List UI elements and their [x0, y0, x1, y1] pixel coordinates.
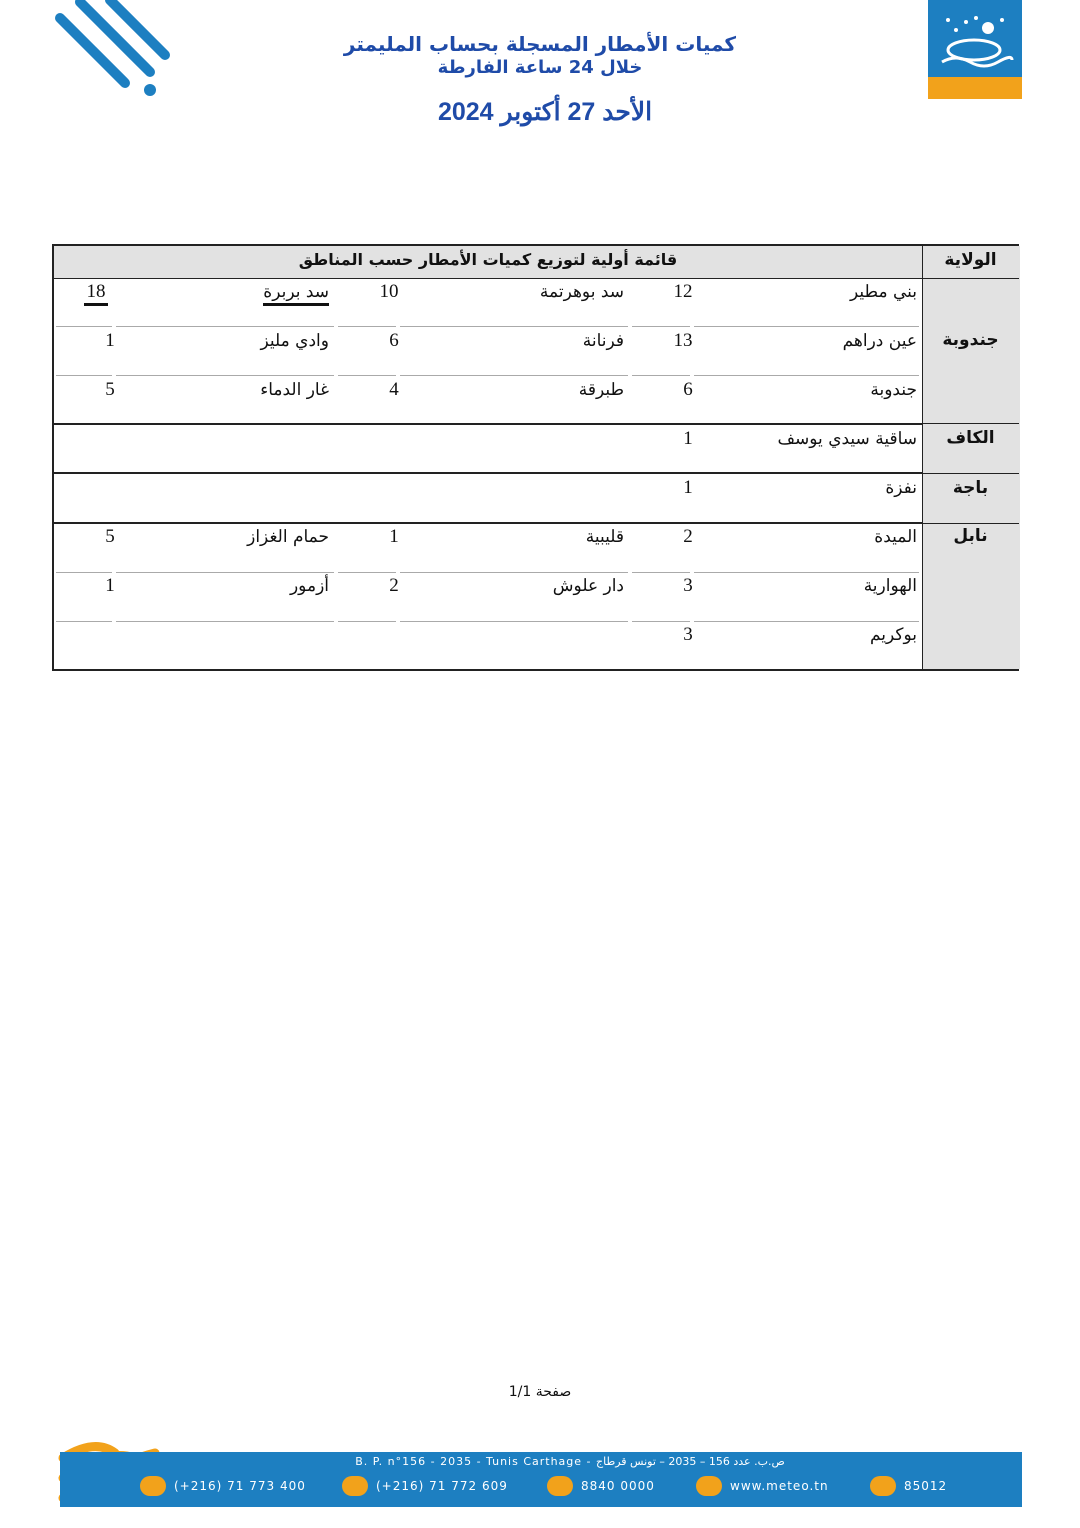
rain-value: 1: [683, 477, 693, 498]
group-divider: [54, 472, 922, 474]
footer-phone: [140, 1476, 306, 1496]
station-name: حمام الغزاز: [247, 527, 329, 547]
row-divider: [116, 621, 334, 622]
station-name: عين دراهم: [842, 331, 917, 351]
list-header: قائمة أولية لتوزيع كميات الأمطار حسب المناطق: [298, 250, 678, 269]
station-name: قليبية: [585, 527, 624, 547]
rain-value: 2: [389, 575, 399, 596]
wilaya-nabeul: نابل: [953, 526, 988, 546]
page-subtitle: خلال 24 ساعة الفارطة: [437, 57, 643, 78]
row-divider: [116, 572, 334, 573]
toll-free-number: 8840 0000: [581, 1479, 655, 1493]
group-divider: [922, 423, 1019, 424]
snowflake-sun-emblem-icon: [936, 14, 1014, 74]
website-link[interactable]: www.meteo.tn: [730, 1479, 829, 1493]
row-divider: [56, 621, 112, 622]
rain-value: 6: [389, 330, 399, 351]
group-divider: [922, 473, 1019, 474]
rain-value: 5: [105, 526, 115, 547]
rain-value: 6: [683, 379, 693, 400]
wilaya-kef: الكاف: [946, 428, 995, 448]
rain-value: 1: [683, 428, 693, 449]
row-divider: [56, 375, 112, 376]
row-divider: [116, 326, 334, 327]
rain-value: 3: [683, 624, 693, 645]
rain-value: 1: [105, 575, 115, 596]
row-divider: [694, 572, 919, 573]
station-name: طبرقة: [578, 380, 624, 400]
station-name: وادي مليز: [260, 331, 329, 351]
wilaya-column-header: الولاية: [944, 250, 997, 270]
row-divider: [400, 326, 628, 327]
station-name: ساقية سيدي يوسف: [777, 429, 917, 449]
rain-value: 13: [673, 330, 693, 351]
fax-icon: [342, 1476, 368, 1496]
row-divider: [56, 326, 112, 327]
row-divider: [694, 375, 919, 376]
phone-icon: [140, 1476, 166, 1496]
rain-value: 3: [683, 575, 693, 596]
rain-value: 10: [379, 281, 399, 302]
station-name: بوكريم: [869, 625, 917, 645]
sms-icon: [870, 1476, 896, 1496]
globe-icon: [696, 1476, 722, 1496]
page-number: صفحة 1/1: [508, 1384, 572, 1400]
footer-bar: [60, 1452, 1022, 1507]
page-title: كميات الأمطار المسجلة بحساب المليمتر: [343, 32, 737, 56]
rain-value: 4: [389, 379, 399, 400]
row-divider: [632, 621, 690, 622]
headset-icon: [547, 1476, 573, 1496]
row-divider: [632, 326, 690, 327]
row-divider: [338, 375, 396, 376]
wilaya-column: [922, 246, 1020, 669]
station-name: فرنانة: [582, 331, 624, 351]
footer-address: B. P. n°156 - 2035 - Tunis Carthage - ص.ب. عدد 156 – 2035 – تونس قرطاج: [355, 1455, 785, 1468]
station-name: جندوبة: [870, 380, 917, 400]
rain-value: 18: [84, 281, 108, 306]
row-divider: [400, 621, 628, 622]
wilaya-beja: باجة: [952, 478, 989, 498]
footer-fax: [342, 1476, 508, 1496]
row-divider: [338, 621, 396, 622]
group-divider: [54, 522, 922, 524]
row-divider: [632, 375, 690, 376]
footer-website: [696, 1476, 829, 1496]
row-divider: [56, 572, 112, 573]
table-header: [54, 246, 922, 279]
rain-value: 12: [673, 281, 693, 302]
group-divider: [54, 423, 922, 425]
station-name: سد بربرة: [263, 282, 329, 306]
rain-value: 1: [389, 526, 399, 547]
station-name: غار الدماء: [260, 380, 329, 400]
row-divider: [632, 572, 690, 573]
fax-number: (+216) 71 772 609: [376, 1479, 508, 1493]
station-name: نفزة: [885, 478, 917, 498]
station-name: بني مطير: [850, 282, 917, 302]
row-divider: [694, 621, 919, 622]
rain-value: 1: [105, 330, 115, 351]
report-date: الأحد 27 أكتوبر 2024: [437, 98, 653, 126]
group-divider: [922, 523, 1019, 524]
row-divider: [400, 572, 628, 573]
phone-number: (+216) 71 773 400: [174, 1479, 306, 1493]
rain-value: 5: [105, 379, 115, 400]
header-divider: [922, 278, 1019, 279]
station-name: دار علوش: [552, 576, 624, 596]
row-divider: [694, 326, 919, 327]
station-name: الميدة: [874, 527, 917, 547]
row-divider: [116, 375, 334, 376]
header-stripes-decoration: [55, 0, 175, 100]
station-name: أزمور: [289, 576, 329, 596]
sms-number: 85012: [904, 1479, 948, 1493]
wilaya-jendouba: جندوبة: [942, 330, 999, 350]
row-divider: [338, 326, 396, 327]
row-divider: [400, 375, 628, 376]
station-name: سد بوهرتمة: [539, 282, 624, 302]
rainfall-table: [52, 244, 1019, 671]
station-name: الهوارية: [863, 576, 917, 596]
footer-toll-free: [547, 1476, 655, 1496]
rain-value: 2: [683, 526, 693, 547]
footer-sms: [870, 1476, 947, 1496]
row-divider: [338, 572, 396, 573]
inm-logo: [928, 0, 1022, 99]
